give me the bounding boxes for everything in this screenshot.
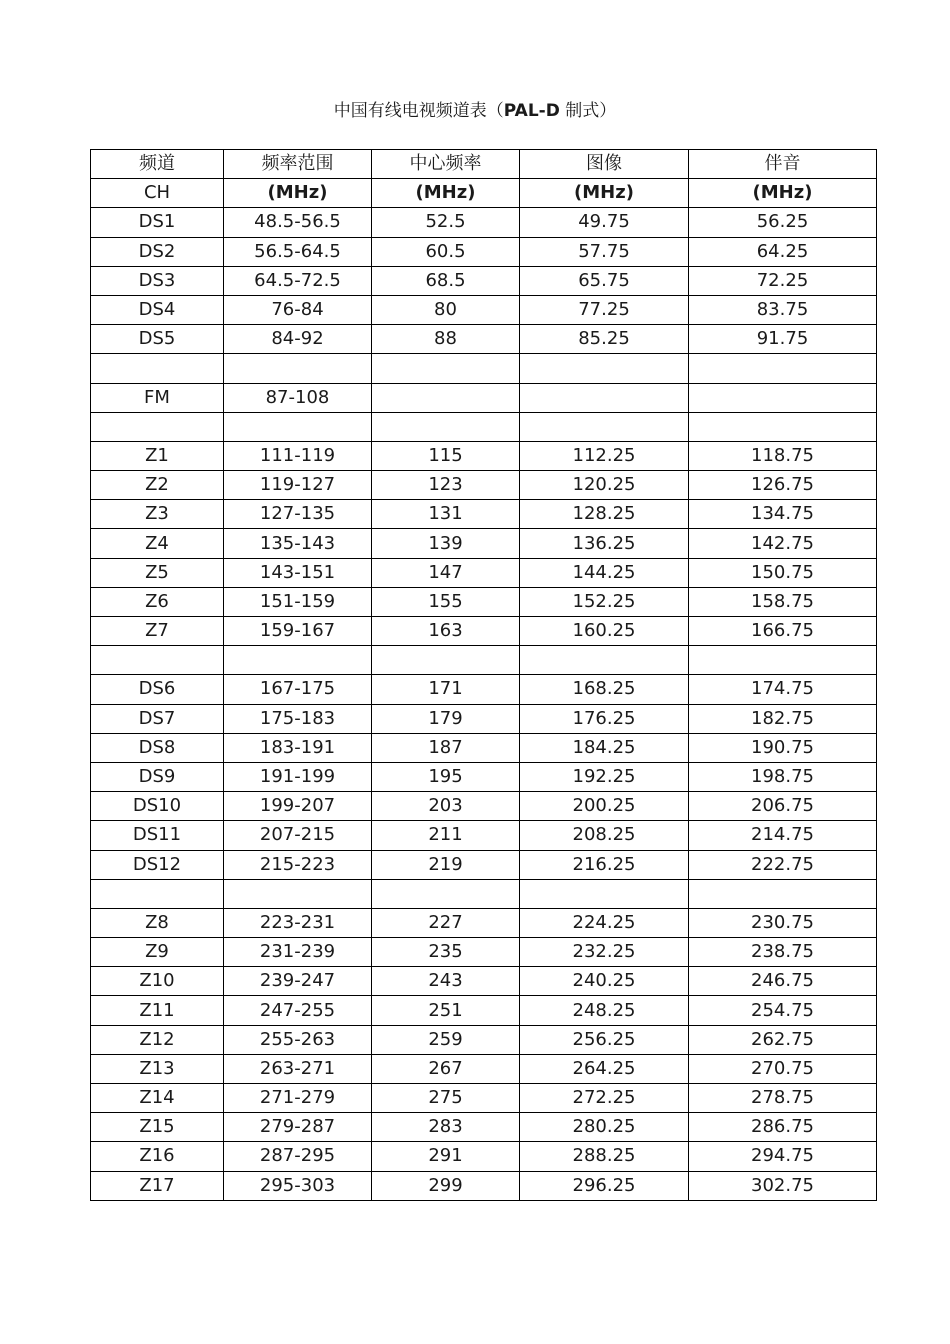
cell-center-frequency: 219 — [372, 850, 520, 879]
table-row — [91, 441, 877, 470]
cell-frequency-range — [224, 646, 372, 675]
cell-audio-carrier: 214.75 — [689, 821, 877, 850]
cell-frequency-range: 48.5-56.5 — [224, 208, 372, 237]
cell-channel: Z16 — [91, 1142, 224, 1171]
table-row — [91, 1025, 877, 1054]
cell-channel: DS6 — [91, 675, 224, 704]
cell-video-carrier: 280.25 — [520, 1113, 689, 1142]
cell-video-carrier: 85.25 — [520, 325, 689, 354]
header-unit-ch: CH — [91, 179, 224, 208]
table-row — [91, 1113, 877, 1142]
cell-video-carrier: 144.25 — [520, 558, 689, 587]
cell-channel: Z7 — [91, 617, 224, 646]
cell-center-frequency: 267 — [372, 1054, 520, 1083]
table-row — [91, 850, 877, 879]
cell-channel — [91, 354, 224, 383]
cell-frequency-range — [224, 879, 372, 908]
table-row — [91, 762, 877, 791]
cell-video-carrier: 184.25 — [520, 733, 689, 762]
table-row — [91, 208, 877, 237]
cell-frequency-range: 271-279 — [224, 1084, 372, 1113]
cell-audio-carrier: 206.75 — [689, 792, 877, 821]
cell-channel: Z13 — [91, 1054, 224, 1083]
cell-frequency-range: 159-167 — [224, 617, 372, 646]
cell-audio-carrier: 270.75 — [689, 1054, 877, 1083]
cell-channel: DS1 — [91, 208, 224, 237]
cell-video-carrier: 248.25 — [520, 996, 689, 1025]
cell-frequency-range: 119-127 — [224, 471, 372, 500]
table-row — [91, 733, 877, 762]
cell-channel: Z9 — [91, 938, 224, 967]
cell-video-carrier: 65.75 — [520, 266, 689, 295]
title-standard: PAL-D — [503, 101, 560, 121]
cell-frequency-range: 215-223 — [224, 850, 372, 879]
page-title — [0, 98, 950, 124]
cell-center-frequency: 88 — [372, 325, 520, 354]
cell-video-carrier: 77.25 — [520, 295, 689, 324]
cell-center-frequency — [372, 412, 520, 441]
cell-center-frequency — [372, 879, 520, 908]
cell-video-carrier: 120.25 — [520, 471, 689, 500]
cell-frequency-range: 239-247 — [224, 967, 372, 996]
table-row — [91, 792, 877, 821]
table-row — [91, 967, 877, 996]
cell-channel: Z1 — [91, 441, 224, 470]
cell-center-frequency — [372, 354, 520, 383]
cell-audio-carrier: 190.75 — [689, 733, 877, 762]
table-row — [91, 471, 877, 500]
cell-video-carrier: 216.25 — [520, 850, 689, 879]
cell-video-carrier: 192.25 — [520, 762, 689, 791]
table-row — [91, 383, 877, 412]
cell-center-frequency: 235 — [372, 938, 520, 967]
cell-center-frequency: 68.5 — [372, 266, 520, 295]
cell-channel: FM — [91, 383, 224, 412]
table-row — [91, 675, 877, 704]
cell-center-frequency: 139 — [372, 529, 520, 558]
cell-center-frequency: 171 — [372, 675, 520, 704]
header-unit-center: (MHz) — [372, 179, 520, 208]
cell-frequency-range: 255-263 — [224, 1025, 372, 1054]
cell-frequency-range: 191-199 — [224, 762, 372, 791]
cell-video-carrier: 232.25 — [520, 938, 689, 967]
cell-audio-carrier: 56.25 — [689, 208, 877, 237]
header-row-units — [91, 179, 877, 208]
cell-center-frequency: 251 — [372, 996, 520, 1025]
cell-channel — [91, 646, 224, 675]
cell-video-carrier: 152.25 — [520, 587, 689, 616]
table-row — [91, 704, 877, 733]
table-row — [91, 500, 877, 529]
table-row — [91, 325, 877, 354]
cell-center-frequency — [372, 383, 520, 412]
cell-audio-carrier: 222.75 — [689, 850, 877, 879]
cell-center-frequency: 195 — [372, 762, 520, 791]
cell-channel: Z8 — [91, 908, 224, 937]
cell-center-frequency: 227 — [372, 908, 520, 937]
cell-center-frequency: 211 — [372, 821, 520, 850]
cell-audio-carrier — [689, 412, 877, 441]
cell-frequency-range: 231-239 — [224, 938, 372, 967]
table-row — [91, 354, 877, 383]
cell-center-frequency: 80 — [372, 295, 520, 324]
cell-center-frequency: 243 — [372, 967, 520, 996]
cell-channel: DS10 — [91, 792, 224, 821]
cell-audio-carrier: 91.75 — [689, 325, 877, 354]
cell-center-frequency: 283 — [372, 1113, 520, 1142]
table-row — [91, 996, 877, 1025]
cell-audio-carrier: 286.75 — [689, 1113, 877, 1142]
cell-frequency-range: 199-207 — [224, 792, 372, 821]
cell-video-carrier: 49.75 — [520, 208, 689, 237]
cell-channel: DS11 — [91, 821, 224, 850]
cell-frequency-range: 295-303 — [224, 1171, 372, 1200]
cell-frequency-range: 111-119 — [224, 441, 372, 470]
cell-frequency-range: 84-92 — [224, 325, 372, 354]
cell-audio-carrier — [689, 383, 877, 412]
cell-audio-carrier: 294.75 — [689, 1142, 877, 1171]
table-row — [91, 908, 877, 937]
header-frequency-range: 频率范围 — [224, 150, 372, 179]
cell-audio-carrier: 230.75 — [689, 908, 877, 937]
cell-frequency-range — [224, 354, 372, 383]
cell-center-frequency: 155 — [372, 587, 520, 616]
cell-channel: Z12 — [91, 1025, 224, 1054]
cell-center-frequency: 60.5 — [372, 237, 520, 266]
channel-frequency-table — [90, 149, 877, 1201]
cell-frequency-range: 56.5-64.5 — [224, 237, 372, 266]
table-row — [91, 237, 877, 266]
cell-audio-carrier: 238.75 — [689, 938, 877, 967]
cell-video-carrier: 57.75 — [520, 237, 689, 266]
cell-audio-carrier: 254.75 — [689, 996, 877, 1025]
cell-channel: Z11 — [91, 996, 224, 1025]
cell-video-carrier: 224.25 — [520, 908, 689, 937]
cell-audio-carrier: 246.75 — [689, 967, 877, 996]
cell-video-carrier — [520, 412, 689, 441]
cell-audio-carrier: 302.75 — [689, 1171, 877, 1200]
cell-frequency-range: 127-135 — [224, 500, 372, 529]
table-row — [91, 1084, 877, 1113]
cell-channel: Z4 — [91, 529, 224, 558]
table-row — [91, 646, 877, 675]
cell-frequency-range: 247-255 — [224, 996, 372, 1025]
table-row — [91, 558, 877, 587]
cell-frequency-range: 175-183 — [224, 704, 372, 733]
cell-center-frequency: 187 — [372, 733, 520, 762]
cell-video-carrier — [520, 879, 689, 908]
table-row — [91, 587, 877, 616]
header-channel: 频道 — [91, 150, 224, 179]
cell-center-frequency: 299 — [372, 1171, 520, 1200]
cell-center-frequency: 203 — [372, 792, 520, 821]
cell-channel: Z2 — [91, 471, 224, 500]
cell-video-carrier: 160.25 — [520, 617, 689, 646]
cell-frequency-range: 223-231 — [224, 908, 372, 937]
cell-audio-carrier: 126.75 — [689, 471, 877, 500]
cell-channel: Z17 — [91, 1171, 224, 1200]
cell-audio-carrier: 83.75 — [689, 295, 877, 324]
cell-center-frequency: 147 — [372, 558, 520, 587]
cell-video-carrier: 200.25 — [520, 792, 689, 821]
cell-video-carrier: 264.25 — [520, 1054, 689, 1083]
cell-audio-carrier: 262.75 — [689, 1025, 877, 1054]
cell-video-carrier: 288.25 — [520, 1142, 689, 1171]
cell-frequency-range: 87-108 — [224, 383, 372, 412]
cell-channel: DS5 — [91, 325, 224, 354]
cell-center-frequency: 291 — [372, 1142, 520, 1171]
cell-video-carrier: 112.25 — [520, 441, 689, 470]
cell-frequency-range: 207-215 — [224, 821, 372, 850]
table-row — [91, 879, 877, 908]
table-row — [91, 412, 877, 441]
cell-audio-carrier: 150.75 — [689, 558, 877, 587]
cell-frequency-range: 263-271 — [224, 1054, 372, 1083]
table-row — [91, 1054, 877, 1083]
cell-center-frequency: 123 — [372, 471, 520, 500]
cell-video-carrier — [520, 646, 689, 675]
cell-audio-carrier: 142.75 — [689, 529, 877, 558]
cell-audio-carrier: 134.75 — [689, 500, 877, 529]
cell-channel: DS8 — [91, 733, 224, 762]
header-audio-carrier: 伴音 — [689, 150, 877, 179]
table-row — [91, 266, 877, 295]
cell-center-frequency: 52.5 — [372, 208, 520, 237]
header-center-frequency: 中心频率 — [372, 150, 520, 179]
cell-video-carrier: 168.25 — [520, 675, 689, 704]
table-row — [91, 1142, 877, 1171]
cell-audio-carrier: 198.75 — [689, 762, 877, 791]
cell-center-frequency: 115 — [372, 441, 520, 470]
cell-frequency-range: 183-191 — [224, 733, 372, 762]
cell-channel: Z10 — [91, 967, 224, 996]
cell-video-carrier — [520, 383, 689, 412]
cell-channel — [91, 879, 224, 908]
cell-center-frequency: 163 — [372, 617, 520, 646]
cell-video-carrier: 256.25 — [520, 1025, 689, 1054]
cell-audio-carrier — [689, 646, 877, 675]
cell-frequency-range — [224, 412, 372, 441]
cell-center-frequency: 179 — [372, 704, 520, 733]
cell-audio-carrier — [689, 354, 877, 383]
cell-audio-carrier — [689, 879, 877, 908]
cell-center-frequency: 259 — [372, 1025, 520, 1054]
cell-video-carrier: 136.25 — [520, 529, 689, 558]
cell-frequency-range: 287-295 — [224, 1142, 372, 1171]
cell-frequency-range: 135-143 — [224, 529, 372, 558]
cell-video-carrier — [520, 354, 689, 383]
cell-audio-carrier: 182.75 — [689, 704, 877, 733]
cell-center-frequency: 131 — [372, 500, 520, 529]
cell-frequency-range: 167-175 — [224, 675, 372, 704]
cell-channel: DS7 — [91, 704, 224, 733]
cell-channel: Z5 — [91, 558, 224, 587]
cell-channel: Z14 — [91, 1084, 224, 1113]
cell-audio-carrier: 118.75 — [689, 441, 877, 470]
cell-frequency-range: 151-159 — [224, 587, 372, 616]
cell-video-carrier: 128.25 — [520, 500, 689, 529]
cell-channel: DS9 — [91, 762, 224, 791]
cell-audio-carrier: 278.75 — [689, 1084, 877, 1113]
cell-audio-carrier: 72.25 — [689, 266, 877, 295]
header-row-names — [91, 150, 877, 179]
cell-frequency-range: 143-151 — [224, 558, 372, 587]
cell-channel: Z3 — [91, 500, 224, 529]
title-suffix: 制式） — [559, 101, 617, 121]
cell-frequency-range: 76-84 — [224, 295, 372, 324]
cell-frequency-range: 279-287 — [224, 1113, 372, 1142]
cell-video-carrier: 272.25 — [520, 1084, 689, 1113]
cell-frequency-range: 64.5-72.5 — [224, 266, 372, 295]
cell-channel: Z6 — [91, 587, 224, 616]
table-body — [91, 150, 877, 1201]
cell-channel: DS4 — [91, 295, 224, 324]
header-video-carrier: 图像 — [520, 150, 689, 179]
table-row — [91, 529, 877, 558]
header-unit-audio: (MHz) — [689, 179, 877, 208]
cell-video-carrier: 240.25 — [520, 967, 689, 996]
cell-video-carrier: 296.25 — [520, 1171, 689, 1200]
table-row — [91, 938, 877, 967]
cell-channel: DS2 — [91, 237, 224, 266]
cell-audio-carrier: 166.75 — [689, 617, 877, 646]
cell-center-frequency: 275 — [372, 1084, 520, 1113]
cell-audio-carrier: 158.75 — [689, 587, 877, 616]
cell-channel: DS12 — [91, 850, 224, 879]
table-row — [91, 821, 877, 850]
cell-video-carrier: 176.25 — [520, 704, 689, 733]
table-row — [91, 1171, 877, 1200]
table-row — [91, 617, 877, 646]
cell-center-frequency — [372, 646, 520, 675]
header-unit-video: (MHz) — [520, 179, 689, 208]
header-unit-range: (MHz) — [224, 179, 372, 208]
cell-audio-carrier: 64.25 — [689, 237, 877, 266]
table-row — [91, 295, 877, 324]
cell-audio-carrier: 174.75 — [689, 675, 877, 704]
cell-channel — [91, 412, 224, 441]
title-prefix: 中国有线电视频道表（ — [333, 101, 504, 121]
cell-channel: DS3 — [91, 266, 224, 295]
cell-video-carrier: 208.25 — [520, 821, 689, 850]
cell-channel: Z15 — [91, 1113, 224, 1142]
